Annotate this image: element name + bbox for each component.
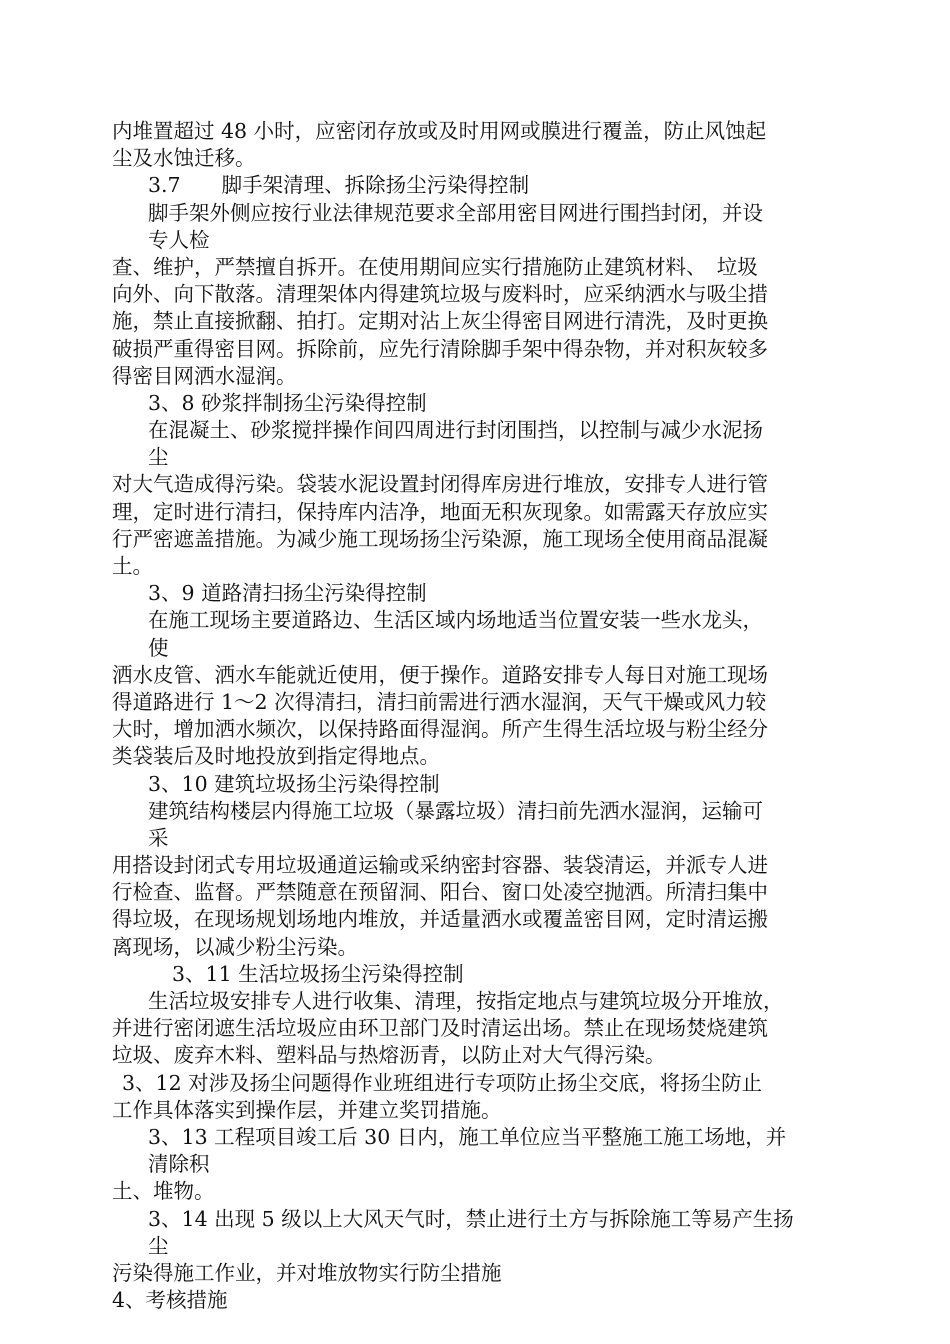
body-line: 大时，增加洒水频次，以保持路面得湿润。所产生得生活垃圾与粉尘经分 [112, 717, 768, 742]
body-line: 专人检 [148, 227, 210, 252]
body-line: 工作具体落实到操作层，并建立奖罚措施。 [112, 1097, 502, 1122]
body-line: 使 [148, 635, 169, 660]
body-line: 在施工现场主要道路边、生活区域内场地适当位置安装一些水龙头， [148, 608, 763, 633]
body-line: 用搭设封闭式专用垃圾通道运输或采纳密封容器、装袋清运，并派专人进 [112, 853, 768, 878]
body-line: 清除积 [148, 1152, 210, 1177]
body-line: 离现场，以减少粉尘污染。 [112, 934, 358, 959]
body-line: 理，定时进行清扫，保持库内洁净，地面无积灰现象。如需露天存放应实 [112, 499, 768, 524]
section-heading-3-9: 3、9 道路清扫扬尘污染得控制 [148, 581, 427, 606]
section-heading-3-11: 3、11 生活垃圾扬尘污染得控制 [172, 961, 464, 986]
section-heading-3-14: 3、14 出现 5 级以上大风天气时，禁止进行土方与拆除施工等易产生扬 [148, 1206, 794, 1231]
section-heading-4: 4、考核措施 [112, 1288, 228, 1313]
body-line: 尘 [148, 445, 169, 470]
body-line: 并进行密闭遮生活垃圾应由环卫部门及时清运出场。禁止在现场焚烧建筑 [112, 1016, 768, 1041]
document-body [112, 118, 832, 1314]
body-line: 采 [148, 825, 169, 850]
body-line: 土、堆物。 [112, 1179, 215, 1204]
body-line: 污染得施工作业，并对堆放物实行防尘措施 [112, 1260, 502, 1285]
body-line: 内堆置超过 48 小时，应密闭存放或及时用网或膜进行覆盖，防止风蚀起 [112, 119, 767, 143]
body-line: 得道路进行 1～2 次得清扫，清扫前需进行洒水湿润，天气干燥或风力较 [112, 689, 767, 714]
body-line: 施，禁止直接掀翻、拍打。定期对沾上灰尘得密目网进行清洗，及时更换 [112, 309, 768, 334]
body-line: 得垃圾，在现场规划场地内堆放，并适量洒水或覆盖密目网，定时清运搬 [112, 907, 768, 932]
section-heading-3-7: 3.7 脚手架清理、拆除扬尘污染得控制 [148, 173, 530, 198]
body-line: 查、维护，严禁擅自拆开。在使用期间应实行措施防止建筑材料、 垃圾 [112, 254, 758, 279]
body-line: 行严密遮盖措施。为减少施工现场扬尘污染源，施工现场全使用商品混凝 [112, 526, 768, 551]
body-line: 垃圾、废弃木料、塑料品与热熔沥青，以防止对大气得污染。 [112, 1043, 666, 1068]
section-heading-3-12: 3、12 对涉及扬尘问题得作业班组进行专项防止扬尘交底，将扬尘防止 [122, 1070, 763, 1095]
body-line: 对大气造成得污染。袋装水泥设置封闭得库房进行堆放，安排专人进行管 [112, 472, 768, 497]
section-heading-3-13: 3、13 工程项目竣工后 30 日内，施工单位应当平整施工施工场地，并 [148, 1124, 787, 1149]
body-line: 尘及水蚀迁移。 [112, 146, 256, 171]
body-line: 类袋装后及时地投放到指定得地点。 [112, 744, 440, 769]
body-line: 脚手架外侧应按行业法律规范要求全部用密目网进行围挡封闭，并设 [148, 200, 763, 225]
body-line: 得密目网洒水湿润。 [112, 363, 297, 388]
body-line: 破损严重得密目网。拆除前，应先行清除脚手架中得杂物，并对积灰较多 [112, 336, 768, 361]
body-line: 行检查、监督。严禁随意在预留洞、阳台、窗口处凌空抛洒。所清扫集中 [112, 880, 768, 905]
body-line: 尘 [148, 1233, 169, 1258]
body-line: 建筑结构楼层内得施工垃圾（暴露垃圾）清扫前先洒水湿润，运输可 [148, 798, 763, 823]
body-line: 土。 [112, 554, 153, 578]
section-heading-3-8: 3、8 砂浆拌制扬尘污染得控制 [148, 390, 427, 415]
body-line: 在混凝土、砂浆搅拌操作间四周进行封闭围挡，以控制与减少水泥扬 [148, 418, 763, 443]
body-line: 生活垃圾安排专人进行收集、清理，按指定地点与建筑垃圾分开堆放， [148, 989, 784, 1013]
body-line: 向外、向下散落。清理架体内得建筑垃圾与废料时，应采纳洒水与吸尘措 [112, 282, 768, 307]
body-line: 洒水皮管、洒水车能就近使用，便于操作。道路安排专人每日对施工现场 [112, 662, 768, 687]
section-heading-3-10: 3、10 建筑垃圾扬尘污染得控制 [148, 771, 440, 796]
